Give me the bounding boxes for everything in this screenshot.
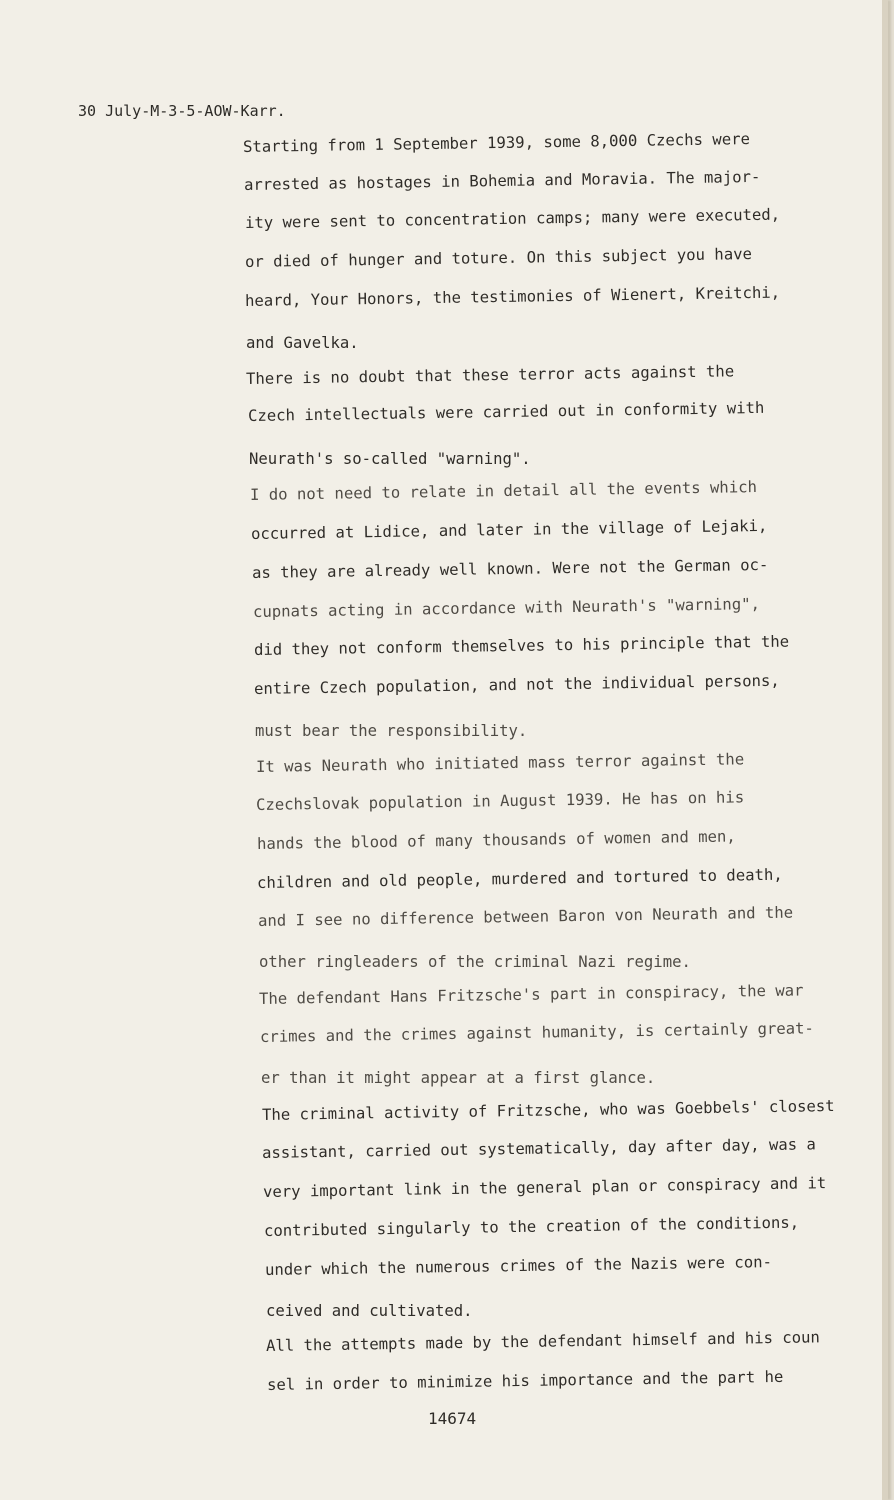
text-line: All the attempts made by the defendant himself and his coun: [265, 1328, 820, 1355]
text-line: ity were sent to concentration camps; many were executed,: [244, 205, 781, 232]
text-line: under which the numerous crimes of the Nazis were con-: [264, 1253, 773, 1279]
text-line: sel in order to minimize his importance and the part he: [266, 1367, 784, 1394]
text-line: occurred at Lidice, and later in the village of Lejaki,: [250, 516, 768, 543]
text-line: children and old people, murdered and tortured to death,: [256, 865, 783, 892]
text-line: cupnats acting in accordance with Neurath's "warning",: [252, 595, 761, 621]
text-line: Czech intellectuals were carried out in conformity with: [247, 398, 765, 425]
text-line: hands the blood of many thousands of women and men,: [256, 827, 736, 853]
text-line: Neurath's so-called "warning".: [249, 450, 531, 468]
document-header: 30 July-M-3-5-AOW-Karr.: [78, 102, 286, 120]
text-line: The criminal activity of Fritzsche, who was Goebbels' closest: [261, 1097, 835, 1124]
text-line: I do not need to relate in detail all the events which: [249, 478, 758, 504]
text-line: other ringleaders of the criminal Nazi regime.: [259, 953, 691, 971]
page-number: 14674: [428, 1409, 477, 1428]
text-line: It was Neurath who initiated mass terror against the: [255, 750, 745, 776]
text-line: and Gavelka.: [246, 334, 359, 352]
text-line: as they are already well known. Were not the German oc-: [251, 555, 769, 582]
text-line: crimes and the crimes against humanity, is certainly great-: [259, 1019, 814, 1046]
text-line: entire Czech population, and not the individual persons,: [253, 671, 780, 698]
text-line: and I see no difference between Baron von Neurath and the: [257, 903, 794, 930]
text-line: The defendant Hans Fritzsche's part in conspiracy, the war: [258, 981, 804, 1008]
text-line: Czechslovak population in August 1939. He has on his: [255, 788, 745, 814]
text-line: Starting from 1 September 1939, some 8,000 Czechs were: [242, 130, 751, 156]
text-line: heard, Your Honors, the testimonies of Wienert, Kreitchi,: [244, 283, 781, 310]
text-line: contributed singularly to the creation of the conditions,: [263, 1213, 800, 1240]
page-edge: [882, 0, 888, 1500]
text-line: must bear the responsibility.: [255, 722, 528, 740]
text-line: er than it might appear at a first glance.: [261, 1069, 656, 1087]
text-line: assistant, carried out systematically, day after day, was a: [261, 1135, 816, 1162]
text-line: There is no doubt that these terror acts against the: [245, 362, 735, 388]
text-line: did they not conform themselves to his principle that the: [253, 632, 790, 659]
text-line: arrested as hostages in Bohemia and Moravia. The major-: [243, 167, 761, 194]
text-line: or died of hunger and toture. On this subject you have: [244, 245, 753, 271]
text-line: very important link in the general plan or conspiracy and it: [262, 1174, 827, 1201]
text-line: ceived and cultivated.: [266, 1302, 473, 1320]
